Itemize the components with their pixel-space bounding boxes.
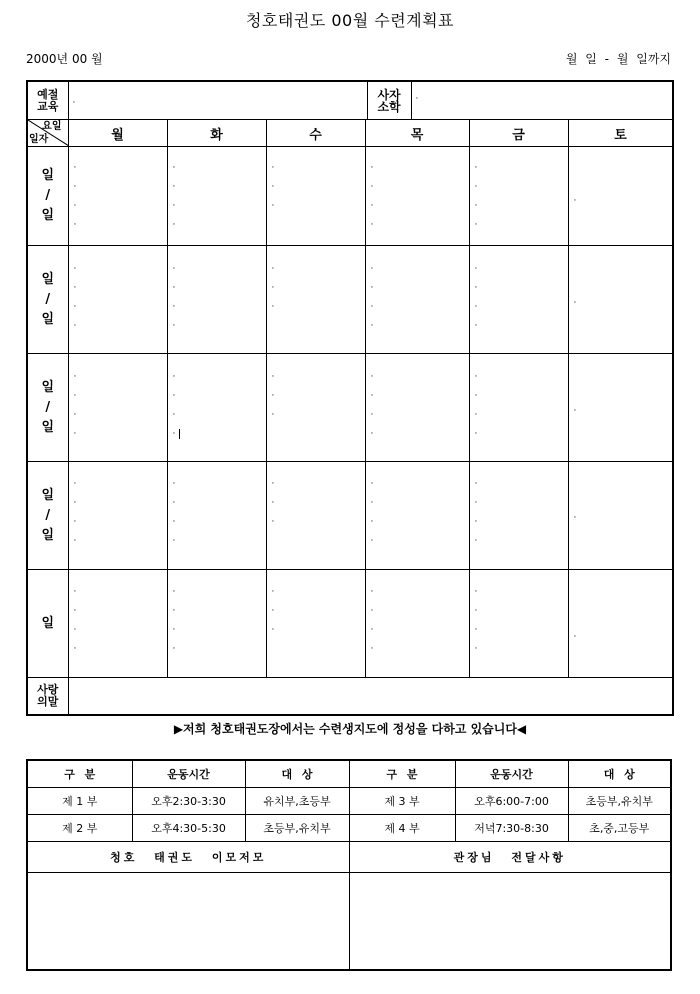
bullet-item: ·	[474, 410, 478, 420]
plan-cell-월[interactable]	[68, 354, 167, 462]
schedule-cell: 제 1 부	[27, 788, 132, 815]
plan-cell-토[interactable]	[568, 570, 673, 678]
bullet-item: ·	[474, 517, 478, 527]
bullet-item: ·	[370, 283, 374, 293]
message-field[interactable]	[68, 678, 673, 715]
plan-cell-금[interactable]	[469, 354, 568, 462]
bullet-item: ·	[73, 182, 77, 192]
day-date-corner: 요일 일자	[27, 120, 68, 147]
bullet-list	[272, 475, 275, 532]
bullet-item: ·	[172, 220, 176, 230]
bullet-item: ·	[172, 536, 176, 546]
bullet-item: ·	[172, 391, 176, 401]
bullet-item: ·	[370, 264, 374, 274]
plan-cell-수[interactable]	[266, 246, 365, 354]
bullet-item: ·	[370, 163, 374, 173]
bullet-list	[475, 159, 478, 235]
plan-cell-목[interactable]	[365, 570, 469, 678]
schedule-cell: 오후6:00-7:00	[455, 788, 568, 815]
bullet-item: ·	[73, 372, 77, 382]
etiquette-label: 예절 교육	[27, 81, 68, 120]
schedule-row	[27, 815, 671, 842]
plan-cell-금[interactable]	[469, 570, 568, 678]
bullet-item: ·	[370, 429, 374, 439]
classics-label: 사자 소학	[367, 82, 411, 119]
bullet-item: ·	[370, 391, 374, 401]
bullet-item: ·	[370, 625, 374, 635]
plan-cell-월[interactable]	[68, 147, 167, 246]
bullet-item: ·	[474, 429, 478, 439]
day-header-sat: 토	[568, 120, 673, 147]
class-schedule-table	[26, 759, 672, 971]
period-range: 월 일 - 월 일까지	[565, 52, 671, 66]
bullet-item: ·	[172, 283, 176, 293]
bullet-item: ·	[73, 321, 77, 331]
bullet-item: ·	[73, 625, 77, 635]
plan-cell-월[interactable]	[68, 570, 167, 678]
bullet-item: ·	[172, 606, 176, 616]
bullet-list	[74, 583, 77, 659]
plan-cell-토[interactable]	[568, 462, 673, 570]
period-month: 2000년 00 월	[26, 52, 103, 66]
schedule-cell: 초,중,고등부	[568, 815, 671, 842]
bullet-list	[173, 260, 176, 336]
week-date-label: 일 / 일	[27, 462, 68, 570]
bullet-item: ·	[474, 498, 478, 508]
bullet-list	[475, 583, 478, 659]
classics-field[interactable]: ·	[415, 94, 419, 104]
plan-cell-화[interactable]	[167, 147, 266, 246]
bullet-list	[475, 260, 478, 336]
plan-cell-목[interactable]	[365, 354, 469, 462]
etiquette-field[interactable]: ·	[68, 81, 365, 120]
bullet-list	[272, 368, 275, 425]
schedule-cell: 유치부,초등부	[245, 788, 349, 815]
bullet-item: ·	[474, 220, 478, 230]
bullet-item: ·	[73, 644, 77, 654]
bullet-item: ·	[474, 372, 478, 382]
week-date-label: 일	[27, 570, 68, 678]
bullet-item: ·	[271, 283, 275, 293]
bullet-item: ·	[474, 321, 478, 331]
bullet-item: ·	[573, 196, 577, 206]
bullet-item: ·	[172, 479, 176, 489]
bullet-item: ·	[370, 644, 374, 654]
plan-cell-수[interactable]	[266, 462, 365, 570]
bullet-item: ·	[370, 182, 374, 192]
week-date-label: 일 / 일	[27, 246, 68, 354]
bullet-item: ·	[73, 283, 77, 293]
schedule-cell: 초등부,유치부	[245, 815, 349, 842]
bullet-list	[74, 475, 77, 551]
bullet-list	[475, 475, 478, 551]
week-row	[27, 354, 673, 462]
schedule-header-row	[27, 760, 671, 788]
bullet-item: ·	[370, 587, 374, 597]
week-row	[27, 462, 673, 570]
bullet-list	[74, 159, 77, 235]
director-notes-area[interactable]	[349, 873, 671, 971]
bullet-item: ·	[172, 517, 176, 527]
bullet-item: ·	[73, 479, 77, 489]
week-row	[27, 147, 673, 246]
message-label: 사랑 의말	[27, 678, 68, 715]
training-plan-table	[26, 80, 674, 716]
bullet-list	[371, 159, 374, 235]
bullet-item: ·	[172, 372, 176, 382]
bullet-item: ·	[172, 182, 176, 192]
bullet-item: ·	[474, 479, 478, 489]
bullet-item: ·	[474, 625, 478, 635]
bullet-item: ·	[474, 264, 478, 274]
bullet-item: ·	[370, 606, 374, 616]
bullet-item: ·	[271, 517, 275, 527]
bullet-item: ·	[73, 429, 77, 439]
schedule-header: 구 분	[27, 760, 132, 788]
plan-cell-월[interactable]	[68, 246, 167, 354]
bullet-item: ·	[271, 606, 275, 616]
week-row	[27, 246, 673, 354]
page-title: 청호태권도 00월 수련계획표	[245, 11, 455, 30]
gym-news-area[interactable]	[27, 873, 349, 971]
week-date-label: 일 / 일	[27, 147, 68, 246]
bullet-item: ·	[73, 391, 77, 401]
schedule-cell: 제 3 부	[349, 788, 455, 815]
bullet-item: ·	[271, 625, 275, 635]
bullet-list	[173, 159, 176, 235]
bullet-list	[272, 583, 275, 640]
bullet-item: ·	[474, 606, 478, 616]
bullet-item: ·	[370, 517, 374, 527]
bullet-list	[173, 475, 176, 551]
bullet-list	[173, 583, 176, 659]
schedule-cell: 제 4 부	[349, 815, 455, 842]
schedule-cell: 오후2:30-3:30	[132, 788, 245, 815]
bullet-item: ·	[474, 283, 478, 293]
bullet-item: ·	[172, 498, 176, 508]
bullet-item: ·	[172, 410, 176, 420]
bullet-item: ·	[73, 498, 77, 508]
bullet-item: ·	[172, 587, 176, 597]
bullet-item: ·	[370, 536, 374, 546]
bullet-item: ·	[474, 201, 478, 211]
day-header-fri: 금	[469, 120, 568, 147]
bullet-item: ·	[370, 302, 374, 312]
plan-cell-목[interactable]	[365, 246, 469, 354]
bullet-item: ·	[271, 302, 275, 312]
bullet-list	[371, 583, 374, 659]
bullet-item: ·	[172, 201, 176, 211]
bullet-item: ·	[271, 479, 275, 489]
bullet-list	[74, 260, 77, 336]
bullet-item: ·	[73, 536, 77, 546]
plan-cell-토[interactable]	[568, 147, 673, 246]
plan-cell-화[interactable]	[167, 246, 266, 354]
bullet-item: ·	[271, 410, 275, 420]
bullet-item: ·	[370, 372, 374, 382]
bullet-item: ·	[474, 163, 478, 173]
bullet-item: ·	[370, 498, 374, 508]
plan-cell-금[interactable]	[469, 147, 568, 246]
bullet-list	[371, 475, 374, 551]
bullet-list	[74, 368, 77, 444]
day-header-thu: 목	[365, 120, 469, 147]
bullet-item: ·	[474, 391, 478, 401]
schedule-cell: 오후4:30-5:30	[132, 815, 245, 842]
plan-cell-목[interactable]	[365, 147, 469, 246]
bullet-item: ·	[370, 220, 374, 230]
bullet-item: ·	[73, 587, 77, 597]
bullet-item: ·	[73, 163, 77, 173]
bullet-item: ·	[172, 163, 176, 173]
bullet-item: ·	[474, 182, 478, 192]
bullet-item: ·	[172, 321, 176, 331]
bullet-item: ·	[573, 513, 577, 523]
week-date-label: 일 / 일	[27, 354, 68, 462]
bullet-item: ·	[271, 391, 275, 401]
bullet-item: ·	[474, 587, 478, 597]
bullet-item: ·	[573, 298, 577, 308]
week-rows	[27, 147, 673, 678]
bullet-item: ·	[271, 587, 275, 597]
schedule-cell: 제 2 부	[27, 815, 132, 842]
bullet-item: ·	[73, 410, 77, 420]
bullet-item: ·	[73, 264, 77, 274]
plan-cell-수[interactable]	[266, 570, 365, 678]
bullet-item: ·	[370, 410, 374, 420]
notice-banner: ▶저희 청호태권도장에서는 수련생지도에 정성을 다하고 있습니다◀	[173, 722, 527, 736]
bullet-item: ·	[474, 302, 478, 312]
bullet-list	[272, 159, 275, 216]
bullet-item: ·	[370, 479, 374, 489]
bullet-item: ·	[271, 201, 275, 211]
bullet-item: ·	[474, 644, 478, 654]
bullet-item: ·	[271, 264, 275, 274]
schedule-cell: 저녁7:30-8:30	[455, 815, 568, 842]
bullet-list	[272, 260, 275, 317]
bullet-item: ·	[474, 536, 478, 546]
bullet-item: ·	[172, 264, 176, 274]
plan-cell-화[interactable]	[167, 354, 266, 462]
schedule-header: 대 상	[245, 760, 349, 788]
bullet-item: ·	[271, 498, 275, 508]
text-cursor	[179, 429, 180, 439]
bullet-item: ·	[370, 201, 374, 211]
bullet-list	[475, 368, 478, 444]
plan-cell-월[interactable]	[68, 462, 167, 570]
bullet-item: ·	[172, 644, 176, 654]
bullet-item: ·	[573, 632, 577, 642]
bullet-item: ·	[73, 220, 77, 230]
week-row	[27, 570, 673, 678]
bullet-item: ·	[73, 302, 77, 312]
bullet-item: ·	[271, 372, 275, 382]
plan-cell-수[interactable]	[266, 354, 365, 462]
schedule-cell: 초등부,유치부	[568, 788, 671, 815]
director-notes-title: 관장님 전달사항	[349, 842, 671, 873]
bullet-item: ·	[173, 425, 181, 444]
schedule-row	[27, 788, 671, 815]
bullet-item: ·	[370, 321, 374, 331]
bullet-item: ·	[73, 606, 77, 616]
bullet-item: ·	[573, 406, 577, 416]
bullet-item: ·	[271, 163, 275, 173]
bullet-item: ·	[172, 625, 176, 635]
schedule-header: 구 분	[349, 760, 455, 788]
bullet-list	[371, 260, 374, 336]
bullet-list	[371, 368, 374, 444]
schedule-header: 운동시간	[455, 760, 568, 788]
schedule-header: 대 상	[568, 760, 671, 788]
day-header-mon: 월	[68, 120, 167, 147]
day-header-wed: 수	[266, 120, 365, 147]
schedule-header: 운동시간	[132, 760, 245, 788]
plan-cell-목[interactable]	[365, 462, 469, 570]
gym-news-title: 청호 태권도 이모저모	[27, 842, 349, 873]
plan-cell-화[interactable]	[167, 570, 266, 678]
bullet-item: ·	[271, 182, 275, 192]
plan-cell-금[interactable]	[469, 462, 568, 570]
bullet-list	[173, 368, 181, 444]
bullet-item: ·	[172, 302, 176, 312]
day-header-tue: 화	[167, 120, 266, 147]
plan-cell-화[interactable]	[167, 462, 266, 570]
plan-cell-토[interactable]	[568, 246, 673, 354]
plan-cell-토[interactable]	[568, 354, 673, 462]
plan-cell-금[interactable]	[469, 246, 568, 354]
bullet-item: ·	[73, 201, 77, 211]
bullet-item: ·	[73, 517, 77, 527]
plan-cell-수[interactable]	[266, 147, 365, 246]
